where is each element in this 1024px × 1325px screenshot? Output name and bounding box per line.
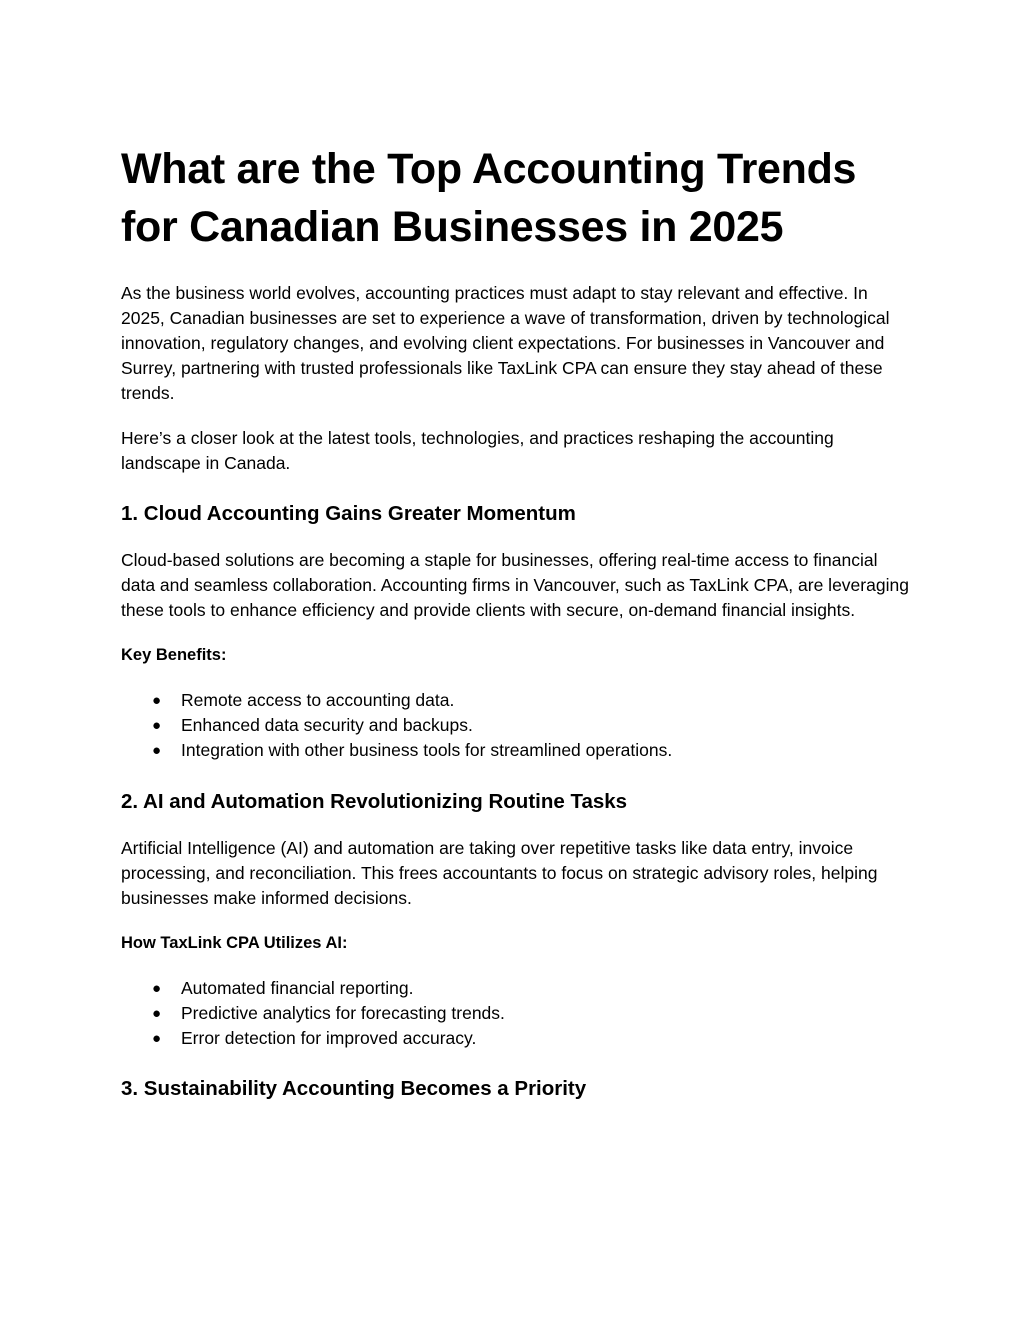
document-title: What are the Top Accounting Trends for Canadian Businesses in 2025 [121,145,857,251]
section-heading-ai-automation: 2. AI and Automation Revolutionizing Routine Tasks [121,790,628,813]
ai-usage-list [121,976,911,1051]
bullet-icon: ● [152,1005,162,1022]
key-benefits-list [121,688,911,763]
document-content [121,140,911,1103]
list-item-text: Automated financial reporting. [181,978,414,998]
list-item-text: Remote access to accounting data. [181,690,455,710]
list-item-text: Error detection for improved accuracy. [181,1028,477,1048]
key-benefits-label: Key Benefits: [121,646,227,664]
intro-paragraph: As the business world evolves, accounting practices must adapt to stay relevant and effective. In 2025, Canadian businesses are set to experience a wave of transformation, driven by technological innovation, regulatory changes, and evolving client expectations. For businesses in Vancouver and Surrey, partnering with trusted professionals like TaxLink CPA can ensure they stay ahead of these trends. [121,283,890,403]
list-item [121,713,911,738]
bullet-icon: ● [152,1030,162,1047]
ai-usage-label: How TaxLink CPA Utilizes AI: [121,934,348,952]
bullet-icon: ● [152,692,162,709]
section-heading-cloud-accounting: 1. Cloud Accounting Gains Greater Momentum [121,502,576,525]
bullet-icon: ● [152,980,162,997]
list-item [121,688,911,713]
list-item [121,976,911,1001]
list-item [121,1001,911,1026]
section-heading-sustainability: 3. Sustainability Accounting Becomes a Priority [121,1077,587,1100]
list-item [121,1026,911,1051]
bullet-icon: ● [152,742,162,759]
list-item-text: Enhanced data security and backups. [181,715,473,735]
section-paragraph: Cloud-based solutions are becoming a staple for businesses, offering real-time access to financial data and seamless collaboration. Accounting firms in Vancouver, such as TaxLink CPA, are leveraging these tools to enhance efficiency and provide clients with secure, on-demand financial insights. [121,550,909,620]
section-paragraph: Artificial Intelligence (AI) and automation are taking over repetitive tasks like data entry, invoice processing, and reconciliation. This frees accountants to focus on strategic advisory roles, helping businesses make informed decisions. [121,838,878,908]
list-item-text: Predictive analytics for forecasting trends. [181,1003,505,1023]
list-item-text: Integration with other business tools for streamlined operations. [181,740,673,760]
intro-paragraph: Here’s a closer look at the latest tools, technologies, and practices reshaping the accounting landscape in Canada. [121,428,834,473]
bullet-icon: ● [152,717,162,734]
list-item [121,738,911,763]
